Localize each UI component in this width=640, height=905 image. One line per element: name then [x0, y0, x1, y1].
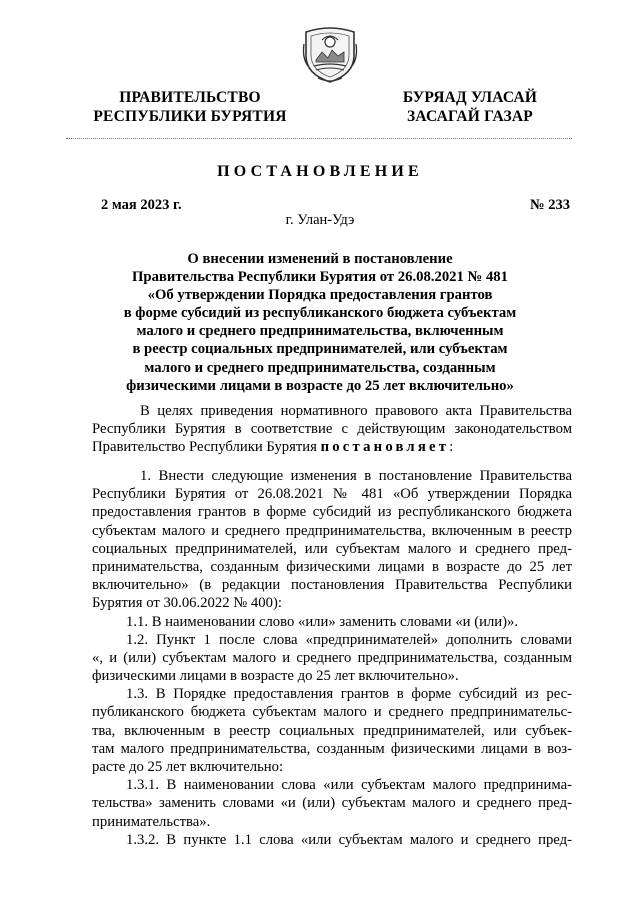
document-title	[80, 250, 560, 395]
title-line: Правительства Республики Бурятия от 26.08.2021 № 481	[131, 269, 508, 286]
keyword-postanovlyaet: постановляет	[320, 439, 450, 456]
preamble	[92, 402, 572, 457]
paragraph-line: субъектам малого и среднего предпринимательства, включенным в реестр	[92, 522, 572, 539]
preamble-line	[92, 438, 572, 456]
paragraph-line: 1.3.2. В пункте 1.1 слова «или субъектам малого и среднего пред-	[126, 831, 572, 848]
paragraph-line: «, и (или) субъектам малого и среднего предпринимательства, созданным	[92, 649, 572, 666]
coat-of-arms-icon	[300, 22, 360, 84]
preamble-colon: :	[449, 439, 454, 456]
paragraph-line: 1. Внести следующие изменения в постановление Правительства	[140, 468, 572, 484]
paragraph-line: расте до 25 лет включительно:	[92, 759, 284, 775]
paragraph	[92, 467, 572, 613]
paragraph-line: там малого предпринимательства, созданным физическими лицами в воз-	[92, 740, 572, 757]
paragraph-line: Республики Бурятия от 26.08.2021 № 481 «Об утверждении Порядка	[92, 486, 572, 503]
document-city: г. Улан-Удэ	[285, 212, 355, 228]
paragraph-line: тва, включенным в реестр социальных предпринимателей, или субъек-	[92, 722, 572, 739]
paragraph-line: 1.3. В Порядке предоставления грантов в форме субсидий из рес-	[126, 686, 572, 703]
paragraph-line: 1.1. В наименовании слово «или» заменить словами «и (или)».	[126, 613, 519, 630]
title-line: О внесении изменений в постановление	[187, 251, 453, 267]
preamble-line: Республики Бурятия в соответствие с действующим законодательством	[92, 421, 572, 438]
title-line: малого и среднего предпринимательства, включенным	[136, 323, 504, 340]
document-date: 2 мая 2023 г.	[101, 197, 182, 213]
document-type: ПОСТАНОВЛЕНИЕ	[217, 163, 423, 180]
header-right	[380, 88, 560, 126]
title-line: «Об утверждении Порядка предоставления грантов	[147, 287, 493, 304]
preamble-line: В целях приведения нормативного правового акта Правительства	[140, 403, 572, 419]
document-number: № 233	[530, 197, 570, 213]
header-divider	[66, 138, 572, 139]
paragraph-line: физическими лицами в возрасте до 25 лет включительно».	[92, 668, 459, 685]
header-left-line: ПРАВИТЕЛЬСТВО	[119, 89, 261, 106]
paragraph	[92, 685, 572, 776]
paragraphs	[92, 467, 572, 849]
paragraph-line: включительно» (в редакции постановления Правительства Республики	[92, 577, 572, 594]
paragraph-line: Бурятия от 30.06.2022 № 400):	[92, 595, 282, 612]
title-line: малого и среднего предпринимательства, созданным	[144, 359, 496, 376]
preamble-text: Правительство Республики Бурятия	[92, 439, 321, 456]
paragraph-line: 1.2. Пункт 1 после слова «предпринимателей» дополнить словами	[126, 631, 572, 648]
paragraph-line: принимательства».	[92, 813, 211, 830]
paragraph	[92, 776, 572, 831]
header-left-line: РЕСПУБЛИКИ БУРЯТИЯ	[93, 108, 287, 125]
header-right-line: БУРЯАД УЛАСАЙ	[402, 89, 538, 106]
title-line: в форме субсидий из республиканского бюджета субъектам	[123, 305, 517, 322]
paragraph-line: тельства» заменить словами «и (или) субъектам малого и среднего пред-	[92, 795, 572, 812]
header-right-line: ЗАСАГАЙ ГАЗАР	[407, 108, 533, 125]
paragraph-line: предоставления грантов в форме субсидий из республиканского бюджета	[92, 504, 572, 521]
paragraph-line: публиканского бюджета субъектам малого и среднего предпринимательс-	[92, 704, 572, 721]
paragraph	[92, 831, 572, 849]
paragraph	[92, 631, 572, 686]
paragraph-line: 1.3.1. В наименовании слова «или субъектам малого предпринима-	[126, 777, 572, 794]
paragraph	[92, 613, 572, 631]
title-line: физическими лицами в возрасте до 25 лет включительно»	[126, 377, 514, 394]
paragraph-line: социальных предпринимателей, или субъектам малого и среднего пред-	[92, 540, 572, 557]
title-line: в реестр социальных предпринимателей, или субъектам	[132, 341, 508, 358]
header-left	[80, 88, 300, 126]
paragraph-line: принимательства, созданным физическими лицами в возрасте до 25 лет	[92, 558, 572, 575]
